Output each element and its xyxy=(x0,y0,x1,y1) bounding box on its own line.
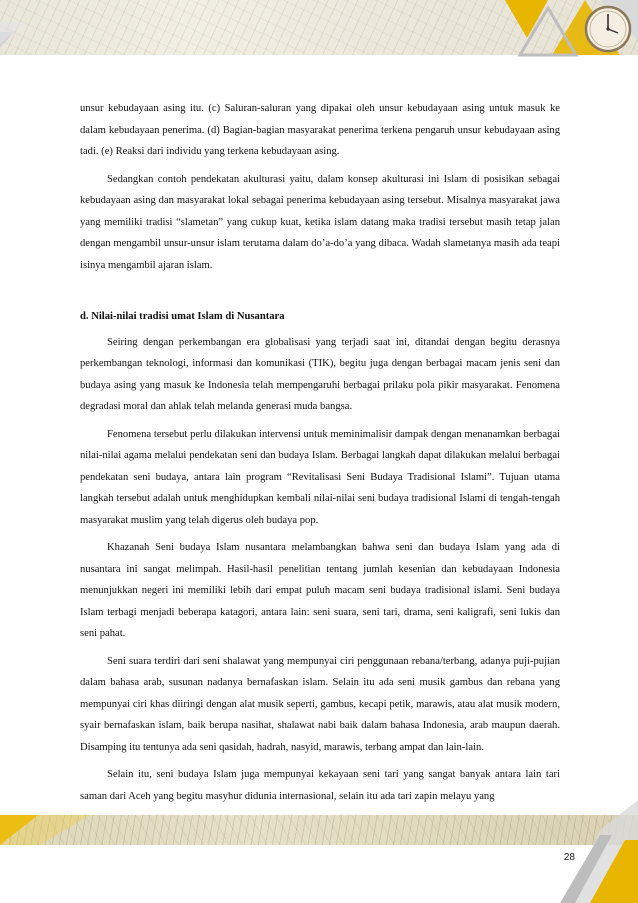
paragraph: unsur kebudayaan asing itu. (c) Saluran-saluran yang dipakai oleh unsur kebudayaan asing untuk masuk ke dalam kebudayaan penerima. (d) Bagian-bagian masyarakat penerima terkena pengaruh unsur kebudayaan asing tadi. (e) Reaksi dari individu yang terkena kebudayaan asing. xyxy=(80,103,560,157)
page-number: 28 xyxy=(563,852,575,863)
section-heading: d. Nilai-nilai tradisi umat Islam di Nusantara xyxy=(80,311,285,322)
paragraph: Sedangkan contoh pendekatan akulturasi yaitu, dalam konsep akulturasi ini Islam di posisikan sebagai kebudayaan asing dan masyarakat lokal sebagai penerima kebudayaan asing tersebut. Misalnya masyarakat jawa yang memiliki tradisi “slametan” yang cukup kuat, ketika islam datang maka tradisi tersebut masih tetap jalan dengan mengambil unsur-unsur islam terutama dalam do’a-do’a yang dibaca. Wadah slametanya masih ada teapi isinya mengambil ajaran islam. xyxy=(80,173,560,271)
page-body xyxy=(80,98,560,813)
footer-ornament xyxy=(0,800,638,903)
clock-icon xyxy=(583,4,633,54)
paragraph: Selain itu, seni budaya Islam juga mempunyai kekayaan seni tari yang sangat banyak antara lain tari saman dari Aceh yang begitu masyhur didunia internasional, selain itu ada tari zapin melayu yang xyxy=(80,769,560,802)
paragraph: Seiring dengan perkembangan era globalisasi yang terjadi saat ini, ditandai dengan begitu derasnya perkembangan teknologi, informasi dan komunikasi (TIK), begitu juga dengan berbagai macam jenis seni dan budaya asing yang masuk ke Indonesia telah mempengaruhi berbagai prilaku pola pikir masyarakat. Fenomena degradasi moral dan ahlak telah melanda generasi muda bangsa. xyxy=(80,336,560,412)
paragraph: Fenomena tersebut perlu dilakukan intervensi untuk meminimalisir dampak dengan menanamkan berbagai nilai-nilai agama melalui pendekatan seni dan budaya Islam. Berbagai langkah dapat dilakukan melalui berbagai pendekatan seni budaya, antara lain program “Revitalisasi Seni Budaya Tradisional Islami”. Tujuan utama langkah tersebut adalah untuk menghidupkan kembali nilai-nilai seni budaya tradisional Islami di tengah-tengah masyarakat muslim yang telah digerus oleh budaya pop. xyxy=(80,428,560,526)
paragraph: Seni suara terdiri dari seni shalawat yang mempunyai ciri penggunaan rebana/terbang, adanya puji-pujian dalam bahasa arab, susunan nadanya bernafaskan islam. Selain itu ada seni musik gambus dan rebana yang mempunyai ciri khas diiringi dengan alat musik seperti, gambus, kecapi petik, marawis, atau alat musik modern, syair bernafaskan islam, baik berupa nasihat, shalawat nabi baik dalam bahasa Indonesia, arab maupun daerah. Disamping itu tentunya ada seni qasidah, hadrah, nasyid, marawis, terbang ampat dan lain-lain. xyxy=(80,655,560,753)
header-ornament xyxy=(0,0,638,60)
paragraph: Khazanah Seni budaya Islam nusantara melambangkan bahwa seni dan budaya Islam yang ada di nusantara ini sangat melimpah. Hasil-hasil penelitian tentang jumlah kesenian dan kebudayaan Indonesia menunjukkan negeri ini memiliki lebih dari empat puluh macam seni budaya tradisional islami. Seni budaya Islam terbagi menjadi beberapa katagori, antara lain: seni suara, seni tari, drama, seni kaligrafi, seni lukis dan seni pahat. xyxy=(80,542,560,639)
